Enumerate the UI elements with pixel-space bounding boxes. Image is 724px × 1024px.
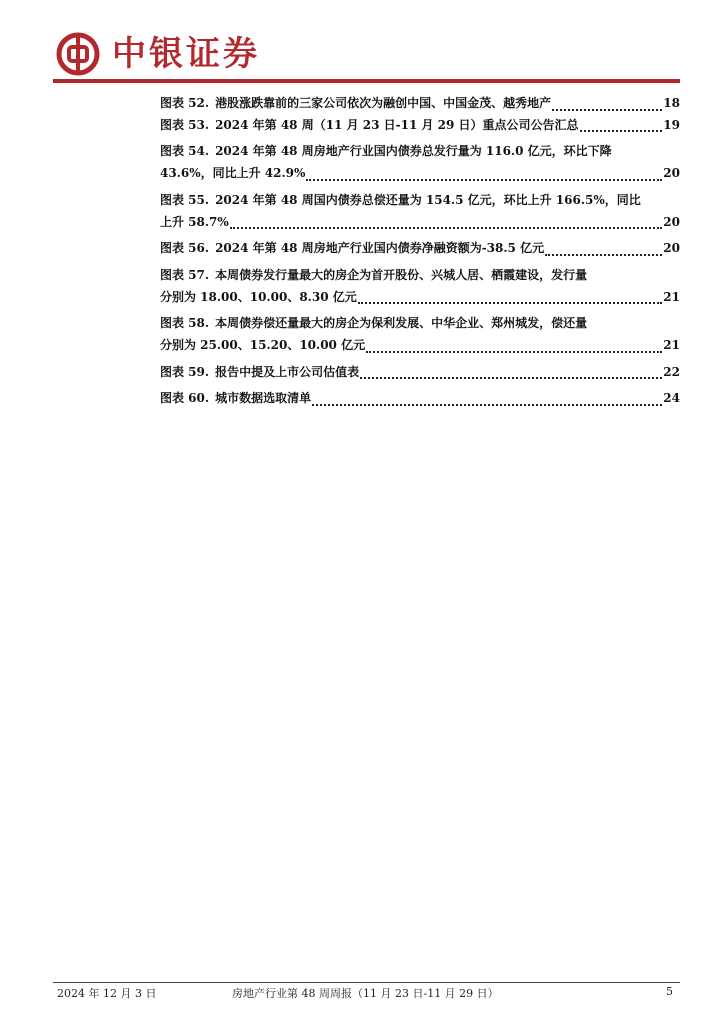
toc-entry[interactable] [160, 190, 680, 233]
toc-entry-text: 分别为 18.00、10.00、8.30 亿元 [160, 289, 357, 304]
dot-leader [230, 227, 662, 229]
toc-entry-label: 图表 53. [160, 117, 210, 132]
toc-entry-text: 43.6%，同比上升 42.9% [160, 166, 306, 181]
toc-entry-text: 上升 58.7% [160, 214, 229, 229]
toc-entry-label: 图表 54. [160, 144, 210, 159]
dot-leader [306, 179, 662, 181]
toc-entry-text: 本周债券偿还量最大的房企为保利发展、中华企业、郑州城发，偿还量 [215, 316, 588, 331]
toc-entry-text: 2024 年第 48 周房地产行业国内债券总发行量为 116.0 亿元，环比下降 [215, 144, 612, 159]
toc-page-number: 20 [663, 166, 680, 181]
toc-page-number: 20 [663, 241, 680, 256]
toc-entry-label: 图表 52. [160, 96, 210, 110]
toc-entry-text: 2024 年第 48 周房地产行业国内债券净融资额为-38.5 亿元 [215, 241, 545, 256]
toc-entry-label: 图表 60. [160, 391, 210, 406]
logo-text: 中银证券 [112, 34, 260, 74]
toc-page-number: 21 [663, 289, 680, 304]
footer-page-number: 5 [666, 985, 673, 998]
bank-of-china-logo-icon [56, 32, 100, 76]
toc-entry[interactable] [160, 141, 680, 184]
toc-entry-text: 本周债券发行量最大的房企为首开股份、兴城人居、栖霞建设，发行量 [215, 267, 588, 282]
dot-leader [552, 109, 662, 111]
toc-page-number: 18 [663, 96, 680, 110]
toc-entry[interactable] [160, 238, 680, 260]
company-logo [56, 31, 260, 77]
toc-page-number: 21 [663, 338, 680, 353]
footer-date: 2024 年 12 月 3 日 [57, 987, 157, 1000]
toc-entry-label: 图表 56. [160, 241, 210, 256]
toc-entry-text: 分别为 25.00、15.20、10.00 亿元 [160, 338, 366, 353]
toc-entry[interactable] [160, 313, 680, 356]
toc-entry-text: 2024 年第 48 周（11 月 23 日-11 月 29 日）重点公司公告汇总 [215, 117, 579, 132]
toc-entry[interactable] [160, 93, 680, 115]
dot-leader [360, 377, 662, 379]
toc-page-number: 20 [663, 214, 680, 229]
toc-entry[interactable] [160, 388, 680, 410]
toc-page-number: 19 [663, 117, 680, 132]
toc-entry[interactable] [160, 265, 680, 308]
toc-entry-text: 报告中提及上市公司估值表 [215, 364, 360, 379]
toc-entry-text: 城市数据选取清单 [215, 391, 312, 406]
footer-rule [53, 982, 680, 983]
dot-leader [358, 302, 663, 304]
dot-leader [580, 130, 663, 132]
dot-leader [312, 404, 662, 406]
toc-page-number: 24 [663, 391, 680, 406]
toc-page-number: 22 [663, 364, 680, 379]
toc-entry[interactable] [160, 362, 680, 384]
toc-entry-label: 图表 57. [160, 267, 210, 282]
table-of-figures [160, 93, 680, 410]
toc-entry-text: 港股涨跌靠前的三家公司依次为融创中国、中国金茂、越秀地产 [215, 96, 552, 110]
dot-leader [366, 351, 662, 353]
header-rule [53, 79, 680, 83]
toc-entry-label: 图表 55. [160, 192, 210, 207]
toc-entry-label: 图表 59. [160, 364, 210, 379]
toc-entry[interactable] [160, 115, 680, 137]
footer-title: 房地产行业第 48 周周报（11 月 23 日-11 月 29 日） [232, 987, 499, 1000]
toc-entry-text: 2024 年第 48 周国内债券总偿还量为 154.5 亿元，环比上升 166.5%，同比 [215, 192, 641, 207]
dot-leader [545, 254, 662, 256]
toc-entry-label: 图表 58. [160, 316, 210, 331]
